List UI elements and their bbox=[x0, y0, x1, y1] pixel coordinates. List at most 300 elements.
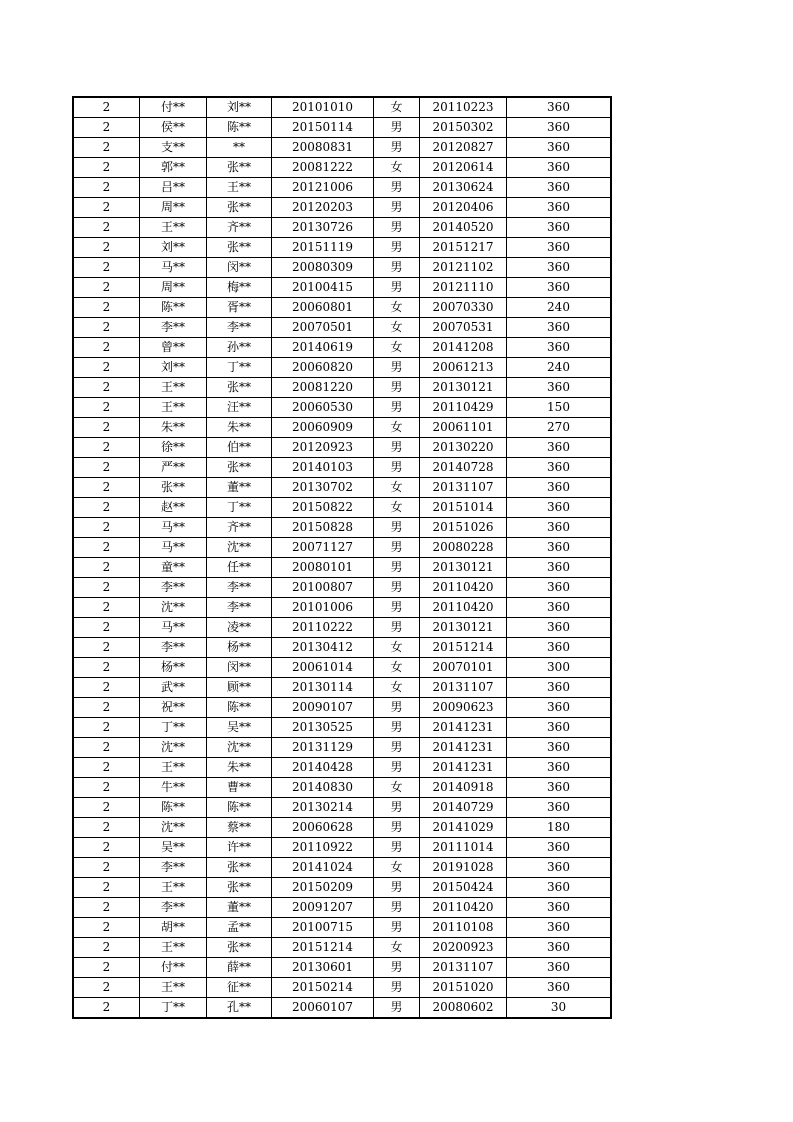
gender-cell: 男 bbox=[374, 118, 420, 138]
gender-cell: 女 bbox=[374, 658, 420, 678]
table-row bbox=[73, 718, 611, 738]
table-row bbox=[73, 618, 611, 638]
gender-cell: 男 bbox=[374, 718, 420, 738]
name-cell: 杨** bbox=[140, 658, 207, 678]
group-cell: 2 bbox=[73, 598, 140, 618]
related-name-cell: 陈** bbox=[207, 798, 272, 818]
name-cell: 刘** bbox=[140, 238, 207, 258]
group-cell: 2 bbox=[73, 258, 140, 278]
date-cell: 20080101 bbox=[272, 558, 374, 578]
related-name-cell: 顾** bbox=[207, 678, 272, 698]
name-cell: 王** bbox=[140, 978, 207, 998]
gender-cell: 男 bbox=[374, 538, 420, 558]
related-name-cell: 李** bbox=[207, 318, 272, 338]
end-date-cell: 20151014 bbox=[420, 498, 507, 518]
gender-cell: 男 bbox=[374, 218, 420, 238]
end-date-cell: 20110223 bbox=[420, 97, 507, 118]
end-date-cell: 20120827 bbox=[420, 138, 507, 158]
end-date-cell: 20140918 bbox=[420, 778, 507, 798]
gender-cell: 男 bbox=[374, 198, 420, 218]
group-cell: 2 bbox=[73, 278, 140, 298]
end-date-cell: 20121110 bbox=[420, 278, 507, 298]
name-cell: 严** bbox=[140, 458, 207, 478]
group-cell: 2 bbox=[73, 958, 140, 978]
group-cell: 2 bbox=[73, 698, 140, 718]
date-cell: 20140619 bbox=[272, 338, 374, 358]
value-cell: 360 bbox=[507, 598, 612, 618]
name-cell: 付** bbox=[140, 97, 207, 118]
group-cell: 2 bbox=[73, 438, 140, 458]
name-cell: 曾** bbox=[140, 338, 207, 358]
related-name-cell: 伯** bbox=[207, 438, 272, 458]
end-date-cell: 20080602 bbox=[420, 998, 507, 1019]
related-name-cell: 张** bbox=[207, 858, 272, 878]
end-date-cell: 20151026 bbox=[420, 518, 507, 538]
end-date-cell: 20140728 bbox=[420, 458, 507, 478]
name-cell: 沈** bbox=[140, 598, 207, 618]
end-date-cell: 20150302 bbox=[420, 118, 507, 138]
table-row bbox=[73, 398, 611, 418]
gender-cell: 女 bbox=[374, 778, 420, 798]
gender-cell: 男 bbox=[374, 598, 420, 618]
gender-cell: 男 bbox=[374, 798, 420, 818]
date-cell: 20061014 bbox=[272, 658, 374, 678]
related-name-cell: 丁** bbox=[207, 358, 272, 378]
end-date-cell: 20070101 bbox=[420, 658, 507, 678]
value-cell: 360 bbox=[507, 458, 612, 478]
value-cell: 360 bbox=[507, 178, 612, 198]
date-cell: 20140103 bbox=[272, 458, 374, 478]
gender-cell: 男 bbox=[374, 558, 420, 578]
table-row bbox=[73, 118, 611, 138]
end-date-cell: 20140520 bbox=[420, 218, 507, 238]
value-cell: 360 bbox=[507, 718, 612, 738]
value-cell: 360 bbox=[507, 858, 612, 878]
end-date-cell: 20111014 bbox=[420, 838, 507, 858]
group-cell: 2 bbox=[73, 318, 140, 338]
date-cell: 20101006 bbox=[272, 598, 374, 618]
related-name-cell: 任** bbox=[207, 558, 272, 578]
name-cell: 沈** bbox=[140, 818, 207, 838]
gender-cell: 男 bbox=[374, 258, 420, 278]
value-cell: 360 bbox=[507, 698, 612, 718]
table-row bbox=[73, 898, 611, 918]
date-cell: 20100715 bbox=[272, 918, 374, 938]
name-cell: 胡** bbox=[140, 918, 207, 938]
gender-cell: 男 bbox=[374, 998, 420, 1019]
group-cell: 2 bbox=[73, 218, 140, 238]
group-cell: 2 bbox=[73, 498, 140, 518]
date-cell: 20081220 bbox=[272, 378, 374, 398]
name-cell: 王** bbox=[140, 378, 207, 398]
group-cell: 2 bbox=[73, 578, 140, 598]
value-cell: 360 bbox=[507, 678, 612, 698]
end-date-cell: 20151214 bbox=[420, 638, 507, 658]
related-name-cell: 孔** bbox=[207, 998, 272, 1019]
group-cell: 2 bbox=[73, 858, 140, 878]
date-cell: 20150114 bbox=[272, 118, 374, 138]
group-cell: 2 bbox=[73, 938, 140, 958]
end-date-cell: 20141029 bbox=[420, 818, 507, 838]
table-row bbox=[73, 958, 611, 978]
date-cell: 20130601 bbox=[272, 958, 374, 978]
name-cell: 牛** bbox=[140, 778, 207, 798]
related-name-cell: 朱** bbox=[207, 418, 272, 438]
related-name-cell: 汪** bbox=[207, 398, 272, 418]
related-name-cell: 张** bbox=[207, 238, 272, 258]
name-cell: 丁** bbox=[140, 718, 207, 738]
gender-cell: 男 bbox=[374, 958, 420, 978]
table-row bbox=[73, 838, 611, 858]
name-cell: 李** bbox=[140, 638, 207, 658]
date-cell: 20130214 bbox=[272, 798, 374, 818]
value-cell: 240 bbox=[507, 358, 612, 378]
name-cell: 朱** bbox=[140, 418, 207, 438]
value-cell: 360 bbox=[507, 518, 612, 538]
date-cell: 20090107 bbox=[272, 698, 374, 718]
date-cell: 20110222 bbox=[272, 618, 374, 638]
value-cell: 360 bbox=[507, 158, 612, 178]
end-date-cell: 20080228 bbox=[420, 538, 507, 558]
related-name-cell: 刘** bbox=[207, 97, 272, 118]
related-name-cell: 凌** bbox=[207, 618, 272, 638]
end-date-cell: 20110420 bbox=[420, 578, 507, 598]
related-name-cell: 张** bbox=[207, 938, 272, 958]
table-row bbox=[73, 778, 611, 798]
group-cell: 2 bbox=[73, 198, 140, 218]
value-cell: 360 bbox=[507, 258, 612, 278]
group-cell: 2 bbox=[73, 378, 140, 398]
date-cell: 20130726 bbox=[272, 218, 374, 238]
value-cell: 360 bbox=[507, 338, 612, 358]
gender-cell: 男 bbox=[374, 398, 420, 418]
related-name-cell: 李** bbox=[207, 578, 272, 598]
table-row bbox=[73, 918, 611, 938]
table-row bbox=[73, 378, 611, 398]
gender-cell: 女 bbox=[374, 158, 420, 178]
date-cell: 20130412 bbox=[272, 638, 374, 658]
date-cell: 20101010 bbox=[272, 97, 374, 118]
date-cell: 20140428 bbox=[272, 758, 374, 778]
table-row bbox=[73, 858, 611, 878]
name-cell: 童** bbox=[140, 558, 207, 578]
group-cell: 2 bbox=[73, 158, 140, 178]
related-name-cell: 朱** bbox=[207, 758, 272, 778]
group-cell: 2 bbox=[73, 538, 140, 558]
date-cell: 20140830 bbox=[272, 778, 374, 798]
group-cell: 2 bbox=[73, 118, 140, 138]
related-name-cell: 陈** bbox=[207, 698, 272, 718]
end-date-cell: 20130121 bbox=[420, 618, 507, 638]
value-cell: 360 bbox=[507, 978, 612, 998]
date-cell: 20141024 bbox=[272, 858, 374, 878]
end-date-cell: 20061213 bbox=[420, 358, 507, 378]
value-cell: 360 bbox=[507, 118, 612, 138]
value-cell: 360 bbox=[507, 378, 612, 398]
group-cell: 2 bbox=[73, 918, 140, 938]
table-row bbox=[73, 338, 611, 358]
table-row bbox=[73, 318, 611, 338]
table-row bbox=[73, 938, 611, 958]
data-table bbox=[72, 96, 612, 1019]
group-cell: 2 bbox=[73, 978, 140, 998]
end-date-cell: 20110108 bbox=[420, 918, 507, 938]
gender-cell: 男 bbox=[374, 238, 420, 258]
end-date-cell: 20110420 bbox=[420, 598, 507, 618]
name-cell: 张** bbox=[140, 478, 207, 498]
name-cell: 李** bbox=[140, 318, 207, 338]
value-cell: 30 bbox=[507, 998, 612, 1019]
end-date-cell: 20121102 bbox=[420, 258, 507, 278]
gender-cell: 女 bbox=[374, 338, 420, 358]
table-row bbox=[73, 878, 611, 898]
end-date-cell: 20141231 bbox=[420, 758, 507, 778]
value-cell: 360 bbox=[507, 638, 612, 658]
gender-cell: 男 bbox=[374, 458, 420, 478]
related-name-cell: 张** bbox=[207, 378, 272, 398]
group-cell: 2 bbox=[73, 338, 140, 358]
group-cell: 2 bbox=[73, 778, 140, 798]
date-cell: 20060628 bbox=[272, 818, 374, 838]
name-cell: 马** bbox=[140, 538, 207, 558]
name-cell: 付** bbox=[140, 958, 207, 978]
value-cell: 300 bbox=[507, 658, 612, 678]
end-date-cell: 20090623 bbox=[420, 698, 507, 718]
related-name-cell: 丁** bbox=[207, 498, 272, 518]
group-cell: 2 bbox=[73, 478, 140, 498]
table-row bbox=[73, 598, 611, 618]
group-cell: 2 bbox=[73, 618, 140, 638]
gender-cell: 男 bbox=[374, 578, 420, 598]
name-cell: 李** bbox=[140, 898, 207, 918]
name-cell: 赵** bbox=[140, 498, 207, 518]
related-name-cell: 曹** bbox=[207, 778, 272, 798]
date-cell: 20091207 bbox=[272, 898, 374, 918]
gender-cell: 女 bbox=[374, 858, 420, 878]
table-row bbox=[73, 238, 611, 258]
date-cell: 20080309 bbox=[272, 258, 374, 278]
value-cell: 360 bbox=[507, 938, 612, 958]
date-cell: 20100807 bbox=[272, 578, 374, 598]
group-cell: 2 bbox=[73, 518, 140, 538]
table-row bbox=[73, 458, 611, 478]
table-row bbox=[73, 658, 611, 678]
gender-cell: 女 bbox=[374, 938, 420, 958]
end-date-cell: 20120406 bbox=[420, 198, 507, 218]
date-cell: 20150828 bbox=[272, 518, 374, 538]
date-cell: 20150209 bbox=[272, 878, 374, 898]
related-name-cell: 许** bbox=[207, 838, 272, 858]
related-name-cell: 李** bbox=[207, 598, 272, 618]
table-row bbox=[73, 138, 611, 158]
table-row bbox=[73, 158, 611, 178]
date-cell: 20080831 bbox=[272, 138, 374, 158]
date-cell: 20060909 bbox=[272, 418, 374, 438]
group-cell: 2 bbox=[73, 898, 140, 918]
gender-cell: 男 bbox=[374, 978, 420, 998]
end-date-cell: 20130121 bbox=[420, 378, 507, 398]
end-date-cell: 20120614 bbox=[420, 158, 507, 178]
related-name-cell: 胥** bbox=[207, 298, 272, 318]
end-date-cell: 20200923 bbox=[420, 938, 507, 958]
table-row bbox=[73, 498, 611, 518]
group-cell: 2 bbox=[73, 298, 140, 318]
gender-cell: 女 bbox=[374, 298, 420, 318]
name-cell: 郭** bbox=[140, 158, 207, 178]
group-cell: 2 bbox=[73, 458, 140, 478]
date-cell: 20121006 bbox=[272, 178, 374, 198]
gender-cell: 男 bbox=[374, 378, 420, 398]
end-date-cell: 20130121 bbox=[420, 558, 507, 578]
group-cell: 2 bbox=[73, 798, 140, 818]
end-date-cell: 20131107 bbox=[420, 958, 507, 978]
name-cell: 周** bbox=[140, 198, 207, 218]
value-cell: 360 bbox=[507, 798, 612, 818]
end-date-cell: 20141231 bbox=[420, 718, 507, 738]
date-cell: 20060820 bbox=[272, 358, 374, 378]
table-row bbox=[73, 198, 611, 218]
gender-cell: 女 bbox=[374, 478, 420, 498]
table-row bbox=[73, 97, 611, 118]
date-cell: 20151214 bbox=[272, 938, 374, 958]
related-name-cell: 张** bbox=[207, 878, 272, 898]
table-row bbox=[73, 278, 611, 298]
group-cell: 2 bbox=[73, 878, 140, 898]
value-cell: 150 bbox=[507, 398, 612, 418]
value-cell: 360 bbox=[507, 478, 612, 498]
date-cell: 20100415 bbox=[272, 278, 374, 298]
value-cell: 360 bbox=[507, 878, 612, 898]
date-cell: 20060107 bbox=[272, 998, 374, 1019]
group-cell: 2 bbox=[73, 738, 140, 758]
related-name-cell: 沈** bbox=[207, 538, 272, 558]
value-cell: 360 bbox=[507, 738, 612, 758]
group-cell: 2 bbox=[73, 838, 140, 858]
group-cell: 2 bbox=[73, 678, 140, 698]
gender-cell: 女 bbox=[374, 638, 420, 658]
value-cell: 360 bbox=[507, 138, 612, 158]
related-name-cell: 张** bbox=[207, 458, 272, 478]
gender-cell: 男 bbox=[374, 878, 420, 898]
table-row bbox=[73, 418, 611, 438]
name-cell: 丁** bbox=[140, 998, 207, 1019]
related-name-cell: ** bbox=[207, 138, 272, 158]
gender-cell: 男 bbox=[374, 818, 420, 838]
date-cell: 20070501 bbox=[272, 318, 374, 338]
related-name-cell: 蔡** bbox=[207, 818, 272, 838]
value-cell: 360 bbox=[507, 198, 612, 218]
table-row bbox=[73, 758, 611, 778]
name-cell: 马** bbox=[140, 518, 207, 538]
value-cell: 360 bbox=[507, 278, 612, 298]
end-date-cell: 20191028 bbox=[420, 858, 507, 878]
name-cell: 王** bbox=[140, 938, 207, 958]
gender-cell: 男 bbox=[374, 618, 420, 638]
value-cell: 360 bbox=[507, 918, 612, 938]
table-row bbox=[73, 638, 611, 658]
related-name-cell: 征** bbox=[207, 978, 272, 998]
name-cell: 武** bbox=[140, 678, 207, 698]
value-cell: 360 bbox=[507, 578, 612, 598]
name-cell: 王** bbox=[140, 218, 207, 238]
gender-cell: 男 bbox=[374, 358, 420, 378]
group-cell: 2 bbox=[73, 558, 140, 578]
end-date-cell: 20110429 bbox=[420, 398, 507, 418]
gender-cell: 女 bbox=[374, 498, 420, 518]
group-cell: 2 bbox=[73, 238, 140, 258]
value-cell: 360 bbox=[507, 958, 612, 978]
date-cell: 20130525 bbox=[272, 718, 374, 738]
value-cell: 360 bbox=[507, 618, 612, 638]
gender-cell: 女 bbox=[374, 418, 420, 438]
name-cell: 沈** bbox=[140, 738, 207, 758]
related-name-cell: 梅** bbox=[207, 278, 272, 298]
name-cell: 徐** bbox=[140, 438, 207, 458]
group-cell: 2 bbox=[73, 138, 140, 158]
table-row bbox=[73, 478, 611, 498]
date-cell: 20060530 bbox=[272, 398, 374, 418]
name-cell: 吴** bbox=[140, 838, 207, 858]
group-cell: 2 bbox=[73, 358, 140, 378]
end-date-cell: 20151020 bbox=[420, 978, 507, 998]
date-cell: 20071127 bbox=[272, 538, 374, 558]
table-row bbox=[73, 178, 611, 198]
table-row bbox=[73, 218, 611, 238]
value-cell: 360 bbox=[507, 438, 612, 458]
value-cell: 360 bbox=[507, 218, 612, 238]
end-date-cell: 20141231 bbox=[420, 738, 507, 758]
gender-cell: 男 bbox=[374, 758, 420, 778]
value-cell: 360 bbox=[507, 558, 612, 578]
name-cell: 李** bbox=[140, 578, 207, 598]
group-cell: 2 bbox=[73, 398, 140, 418]
group-cell: 2 bbox=[73, 97, 140, 118]
name-cell: 陈** bbox=[140, 298, 207, 318]
table-row bbox=[73, 998, 611, 1019]
related-name-cell: 张** bbox=[207, 198, 272, 218]
related-name-cell: 杨** bbox=[207, 638, 272, 658]
end-date-cell: 20131107 bbox=[420, 678, 507, 698]
related-name-cell: 陈** bbox=[207, 118, 272, 138]
table-row bbox=[73, 298, 611, 318]
date-cell: 20150214 bbox=[272, 978, 374, 998]
group-cell: 2 bbox=[73, 818, 140, 838]
table-row bbox=[73, 798, 611, 818]
name-cell: 马** bbox=[140, 618, 207, 638]
date-cell: 20120923 bbox=[272, 438, 374, 458]
gender-cell: 男 bbox=[374, 278, 420, 298]
gender-cell: 男 bbox=[374, 178, 420, 198]
date-cell: 20120203 bbox=[272, 198, 374, 218]
group-cell: 2 bbox=[73, 418, 140, 438]
name-cell: 吕** bbox=[140, 178, 207, 198]
group-cell: 2 bbox=[73, 718, 140, 738]
related-name-cell: 王** bbox=[207, 178, 272, 198]
value-cell: 360 bbox=[507, 838, 612, 858]
table-row bbox=[73, 438, 611, 458]
value-cell: 360 bbox=[507, 238, 612, 258]
table-row bbox=[73, 678, 611, 698]
gender-cell: 男 bbox=[374, 438, 420, 458]
name-cell: 周** bbox=[140, 278, 207, 298]
date-cell: 20130114 bbox=[272, 678, 374, 698]
related-name-cell: 董** bbox=[207, 478, 272, 498]
name-cell: 侯** bbox=[140, 118, 207, 138]
table-row bbox=[73, 978, 611, 998]
end-date-cell: 20130220 bbox=[420, 438, 507, 458]
date-cell: 20131129 bbox=[272, 738, 374, 758]
related-name-cell: 董** bbox=[207, 898, 272, 918]
